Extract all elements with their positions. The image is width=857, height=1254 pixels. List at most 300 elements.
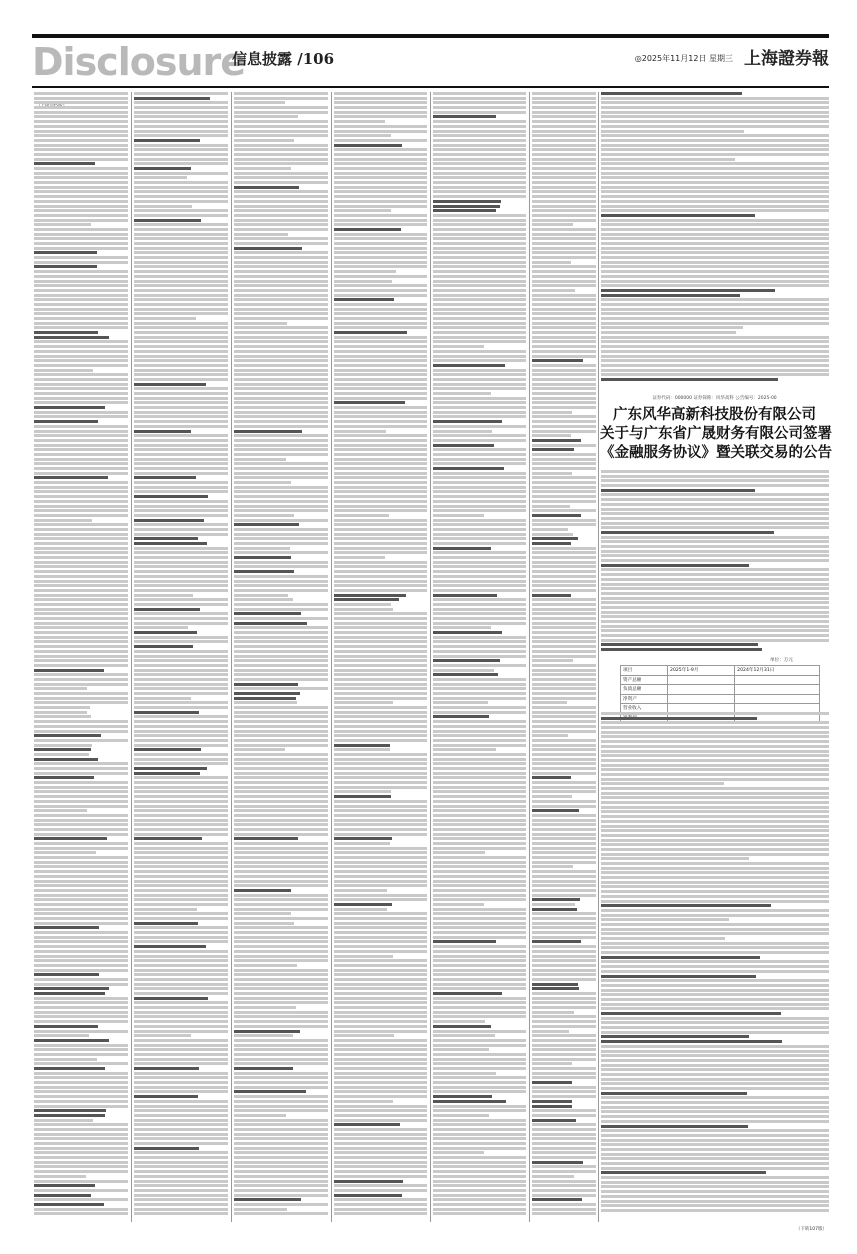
text-line [601,355,829,358]
text-line [532,870,596,873]
text-line [433,678,526,681]
text-line [601,531,774,534]
text-line [601,1125,748,1128]
text-line [234,603,328,606]
text-line [433,626,491,629]
text-line [334,828,427,831]
text-line [334,1212,427,1215]
text-line [234,542,328,545]
text-line [234,383,328,386]
text-line [334,1203,427,1206]
text-line [532,865,573,868]
table-cell [735,694,820,704]
text-line [433,148,526,151]
text-line [34,1100,128,1103]
text-line [234,298,328,301]
text-line [234,669,328,672]
text-line [34,458,128,461]
text-line [601,843,829,846]
text-line [234,186,299,189]
text-line [532,917,596,920]
text-line [601,1012,781,1015]
text-line [234,1194,328,1197]
text-line [334,1076,427,1079]
text-line [433,1030,526,1033]
text-line [34,640,128,643]
text-line [601,498,829,501]
text-line [34,233,128,236]
text-line [34,809,87,812]
text-line [433,720,526,723]
text-line [134,997,208,1000]
text-line [334,345,427,348]
text-line [134,781,228,784]
text-line [334,1180,403,1183]
text-line [601,209,829,212]
text-line [134,251,228,254]
text-line [134,120,228,123]
text-line [34,125,128,128]
text-line [134,673,228,676]
text-line [234,931,328,934]
text-line [334,186,427,189]
text-line [234,1053,328,1056]
text-line [433,790,526,793]
text-line [334,162,427,165]
text-line [433,1058,526,1061]
text-line [433,528,526,531]
text-line [532,1114,596,1117]
text-line [433,847,526,850]
text-line [334,420,427,423]
text-line [532,926,596,929]
text-line [234,1119,328,1122]
text-line [433,92,526,95]
text-line [234,219,328,222]
text-line [334,453,427,456]
table-cell: 营业收入 [621,704,668,714]
text-line [532,547,596,550]
text-line [34,669,104,672]
text-line [334,350,427,353]
text-line [134,837,202,840]
text-line [134,289,228,292]
text-line [433,805,526,808]
text-line [532,1034,596,1037]
text-line [234,317,328,320]
text-line [34,903,128,906]
text-line [234,1156,328,1159]
text-line [34,533,128,536]
text-line [234,369,328,372]
text-line [34,795,128,798]
text-line [532,439,581,442]
text-line [601,871,829,874]
text-line [601,1106,829,1109]
text-line [433,908,526,911]
text-line [433,533,526,536]
text-line [34,270,128,273]
text-line [334,537,427,540]
text-line [234,565,328,568]
text-line [601,1064,829,1067]
text-line [34,280,128,283]
text-line [234,973,328,976]
text-line [34,584,128,587]
text-line [433,294,526,297]
text-line [234,978,328,981]
masthead-rule [32,86,829,88]
text-line [334,678,427,681]
text-line [234,692,300,695]
text-line [134,448,228,451]
text-line [34,401,128,404]
text-line [34,636,128,639]
text-line [334,744,390,747]
text-line [433,190,526,193]
text-line [34,265,97,268]
text-line [234,683,298,686]
text-line [532,406,596,409]
text-line [433,612,526,615]
text-line [34,317,128,320]
text-line [234,467,328,470]
text-line [134,570,228,573]
text-line [134,922,198,925]
text-line [34,453,128,456]
text-line [34,631,128,634]
text-line [334,659,427,662]
text-line [433,1147,526,1150]
text-line [234,1020,328,1023]
text-line [601,750,829,753]
text-line [34,575,128,578]
text-line [134,711,199,714]
text-line [334,1189,427,1192]
text-line [134,401,228,404]
table-unit: 单位：万元 [770,658,793,663]
text-line [433,355,526,358]
text-line [234,636,328,639]
text-line [601,554,829,557]
text-line [433,134,526,137]
text-line [234,1100,328,1103]
text-line [234,912,291,915]
column-text [532,92,596,1217]
text-line [532,256,596,259]
text-line [34,701,128,704]
text-line [334,1100,393,1103]
text-line [134,880,228,883]
text-line [601,946,829,949]
text-line [134,636,228,639]
text-line [34,490,128,493]
text-line [334,120,385,123]
text-line [532,130,596,133]
text-line [532,551,596,554]
text-line [601,364,829,367]
text-line [601,914,829,917]
text-line [134,748,201,751]
text-line [34,523,128,526]
text-line [234,528,328,531]
text-line [134,350,228,353]
text-line [34,772,128,775]
text-line [532,280,596,283]
text-line [532,1142,596,1145]
text-line [334,842,390,845]
text-line [134,500,228,503]
text-line [234,795,328,798]
text-line [433,167,526,170]
text-line [601,1143,829,1146]
text-line [234,762,328,765]
text-line [601,876,829,879]
text-line [334,1034,394,1037]
text-line [134,355,228,358]
text-line [34,434,128,437]
text-line [532,247,596,250]
text-line [234,1151,328,1154]
text-line [234,589,328,592]
text-line [601,270,829,273]
text-line [601,881,829,884]
text-line [134,425,228,428]
text-line [601,373,829,376]
text-line [34,139,128,142]
text-line [34,101,128,104]
text-line [234,420,328,423]
announcement-body-top [601,470,829,655]
text-line [334,411,427,414]
text-line [134,978,228,981]
text-line [134,1011,228,1014]
text-line [433,444,494,447]
text-line [334,378,427,381]
text-line [34,969,128,972]
text-line [134,1015,228,1018]
text-line [532,209,596,212]
text-line [334,894,427,897]
text-line [234,176,328,179]
text-line [433,865,526,868]
text-line [234,430,302,433]
text-line [601,92,742,95]
text-line [601,359,829,362]
text-line [134,209,228,212]
text-line [34,228,128,231]
text-line [34,406,105,409]
text-line [601,153,829,156]
text-line [234,950,328,953]
text-line [532,144,596,147]
text-line [532,725,596,728]
text-line [601,312,829,315]
text-line [134,537,198,540]
text-line [601,1195,829,1198]
text-line [334,472,427,475]
text-line [34,181,128,184]
text-line [601,620,829,623]
text-line [532,697,596,700]
text-line [34,720,128,723]
text-line [34,744,92,747]
text-line [334,326,427,329]
text-line [334,275,427,278]
text-line [34,1062,128,1065]
text-line [334,565,427,568]
text-line [134,828,228,831]
text-line [334,664,427,667]
text-line [134,1147,199,1150]
text-line [601,1176,829,1179]
text-line [334,612,427,615]
text-line [433,828,526,831]
text-line [532,420,596,423]
text-line [532,326,596,329]
text-line [334,397,427,400]
text-line [134,223,228,226]
text-line [433,392,491,395]
text-line [532,701,567,704]
text-line [334,617,427,620]
text-line [433,181,526,184]
text-line [34,1090,128,1093]
text-line [433,640,526,643]
text-line [334,130,427,133]
text-line [532,673,596,676]
text-line [134,645,193,648]
text-line [532,331,596,334]
text-line [334,645,427,648]
text-line [34,842,128,845]
text-line [532,898,580,901]
text-line [234,856,328,859]
text-line [34,1109,106,1112]
text-line [601,815,829,818]
text-line [234,1203,328,1206]
text-line [433,1048,489,1051]
text-line [334,955,393,958]
text-line [134,833,228,836]
text-line [334,551,427,554]
text-line [134,270,228,273]
text-line [601,1167,829,1170]
text-line [601,965,829,968]
text-line [433,1006,526,1009]
text-line [433,415,526,418]
text-line [334,444,427,447]
text-line [334,115,427,118]
text-line [532,889,596,892]
table-row [621,694,820,704]
text-line [34,870,128,873]
text-line [433,275,526,278]
text-line [601,937,725,940]
text-line [34,1006,128,1009]
text-line [134,1180,228,1183]
text-line [334,908,387,911]
text-line [34,1212,128,1215]
text-line [601,1110,829,1113]
text-line [433,889,526,892]
text-line [134,1184,228,1187]
text-line [532,739,596,742]
text-line [532,195,596,198]
text-line [532,978,596,981]
text-line [601,998,829,1001]
text-line [433,1025,491,1028]
text-line [532,776,571,779]
text-line [433,762,526,765]
text-line [234,1180,328,1183]
text-line [532,833,596,836]
text-line [532,275,596,278]
text-line [334,950,427,953]
text-line [234,130,328,133]
text-line [601,144,829,147]
text-line [134,219,201,222]
text-line [433,233,526,236]
text-line [433,373,526,376]
text-line [334,1123,400,1126]
text-line [134,453,228,456]
text-line [601,369,829,372]
text-line [601,731,829,734]
text-line [234,111,328,114]
text-line [334,1058,427,1061]
table-cell: 资产总额 [621,675,668,685]
text-line [433,744,526,747]
text-line [34,622,128,625]
column-text [334,92,427,1217]
text-line [601,857,749,860]
text-line [234,144,328,147]
text-line [601,1157,829,1160]
text-line [334,1151,427,1154]
text-line [234,284,328,287]
text-line [433,1119,526,1122]
text-line [134,1095,198,1098]
text-line [532,1161,583,1164]
text-line [433,931,526,934]
text-line [532,1165,596,1168]
text-line [601,764,829,767]
text-line [433,519,526,522]
text-line [532,336,596,339]
text-line [532,92,596,95]
text-line [34,1081,128,1084]
text-line [34,973,99,976]
text-line [532,190,596,193]
text-line [234,1198,301,1201]
text-line [334,711,427,714]
text-line [34,692,128,695]
text-line [234,842,328,845]
text-line [532,1123,596,1126]
text-line [532,200,596,203]
text-line [134,983,228,986]
table-cell [735,685,820,695]
text-line [334,1105,427,1108]
text-line [334,823,427,826]
text-line [601,1003,829,1006]
text-line [532,683,596,686]
text-line [433,776,526,779]
text-line [532,383,596,386]
text-line [34,655,128,658]
text-line [601,303,829,306]
